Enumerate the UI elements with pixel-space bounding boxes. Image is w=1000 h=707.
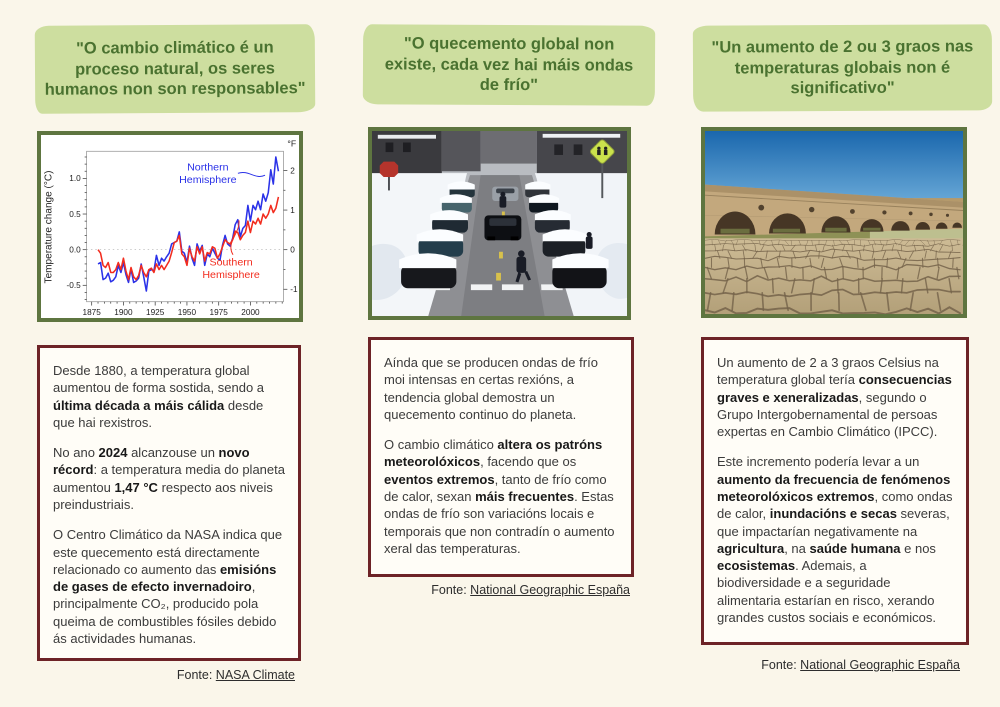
- svg-text:0.5: 0.5: [69, 209, 81, 219]
- svg-text:1875: 1875: [82, 308, 101, 318]
- svg-text:°F: °F: [287, 138, 297, 149]
- svg-text:2: 2: [290, 166, 295, 176]
- fact-box-warming-cause: [37, 345, 301, 661]
- myth-quote: "O quecemento global non existe, cada vez hai máis ondas de frío": [384, 34, 634, 95]
- fact-text: Aínda que se producen ondas de frío moi intensas en certas rexións, a tendencia global demostra un quecemento continuo do planeta. O cambio climático altera os patróns meteorolóxicos, facendo que os eventos extremos, tanto de frío como de calor, sexan máis frecuentes. Estas ondas de frío son variacións locais e temporais que non contradín o aumento xeral das temperaturas.: [384, 355, 615, 556]
- hemisphere-temperature-chart: [37, 131, 303, 322]
- svg-text:1975: 1975: [209, 308, 228, 318]
- source-line: [701, 658, 960, 672]
- source-line: [368, 583, 630, 597]
- temperature-line-chart: [41, 135, 299, 318]
- fact-text: Desde 1880, a temperatura global aumentou de forma sostida, sendo a última década a máis cálida desde que hai rexistros. No ano 2024 alcanzouse un novo récord: a temperatura media do planeta aumentou 1,47 °C respecto aos niveis preindustriais. O Centro Climático da NASA indica que este quecemento está directamente relacionado co aumento das emisións de gases de efecto invernadoiro, principalmente CO₂, producido pola queima de combustibles fósiles debido ás actividades humanas.: [53, 363, 285, 646]
- fact-box-ipcc: [701, 337, 969, 645]
- snowy-street-photo: [368, 127, 631, 320]
- svg-text:1: 1: [290, 205, 295, 215]
- svg-text:Hemisphere: Hemisphere: [179, 173, 237, 186]
- myth-banner-natural-process: [35, 24, 316, 114]
- svg-text:Temperature change (°C): Temperature change (°C): [43, 170, 55, 284]
- source-line: [37, 668, 295, 682]
- myth-quote: "O cambio climático é un proceso natural, os seres humanos non son responsables": [44, 38, 306, 100]
- svg-text:Hemisphere: Hemisphere: [202, 268, 260, 281]
- source-link-natgeo[interactable]: National Geographic España: [800, 658, 960, 672]
- drought-illustration: [705, 131, 963, 314]
- svg-text:0: 0: [290, 245, 295, 255]
- myth-quote: "Un aumento de 2 ou 3 graos nas temperaturas globais non é significativo": [711, 37, 974, 98]
- source-label: Fonte:: [761, 658, 801, 672]
- source-link-nasa-climate[interactable]: NASA Climate: [215, 668, 295, 682]
- myth-banner-cold-waves: [363, 24, 655, 106]
- svg-text:Northern: Northern: [187, 161, 229, 174]
- svg-text:0.0: 0.0: [69, 245, 81, 255]
- fact-text: Un aumento de 2 a 3 graos Celsius na temperatura global tería consecuencias graves e xeneralizadas, segundo o Grupo Intergobernamental de persoas expertas en Cambio Climático (IPCC). Este incremento podería levar a un aumento da frecuencia de fenómenos meteorolóxicos extremos, como ondas de calor, inundacións e secas severas, que impactarían negativamente na agricultura, na saúde humana e nos ecosistemas. Ademais, a biodiversidade e a seguridade alimentaria estarían en risco, xerando grandes custos sociais e económicos.: [717, 355, 953, 625]
- svg-text:-0.5: -0.5: [66, 281, 81, 291]
- dried-riverbed-bridge-photo: [701, 127, 967, 318]
- source-label: Fonte:: [176, 668, 216, 682]
- source-link-natgeo[interactable]: National Geographic España: [470, 583, 630, 597]
- svg-text:1950: 1950: [177, 308, 197, 318]
- svg-text:1925: 1925: [146, 308, 165, 318]
- svg-text:1.0: 1.0: [69, 174, 81, 184]
- source-label: Fonte:: [431, 583, 471, 597]
- svg-text:2000: 2000: [241, 308, 260, 318]
- svg-text:Southern: Southern: [209, 256, 253, 269]
- svg-text:1900: 1900: [114, 308, 133, 318]
- fact-box-cold-waves: [368, 337, 634, 577]
- svg-text:-1: -1: [290, 285, 298, 295]
- myth-banner-2-3-degrees: [693, 24, 992, 111]
- snowy-street-illustration: [372, 131, 627, 316]
